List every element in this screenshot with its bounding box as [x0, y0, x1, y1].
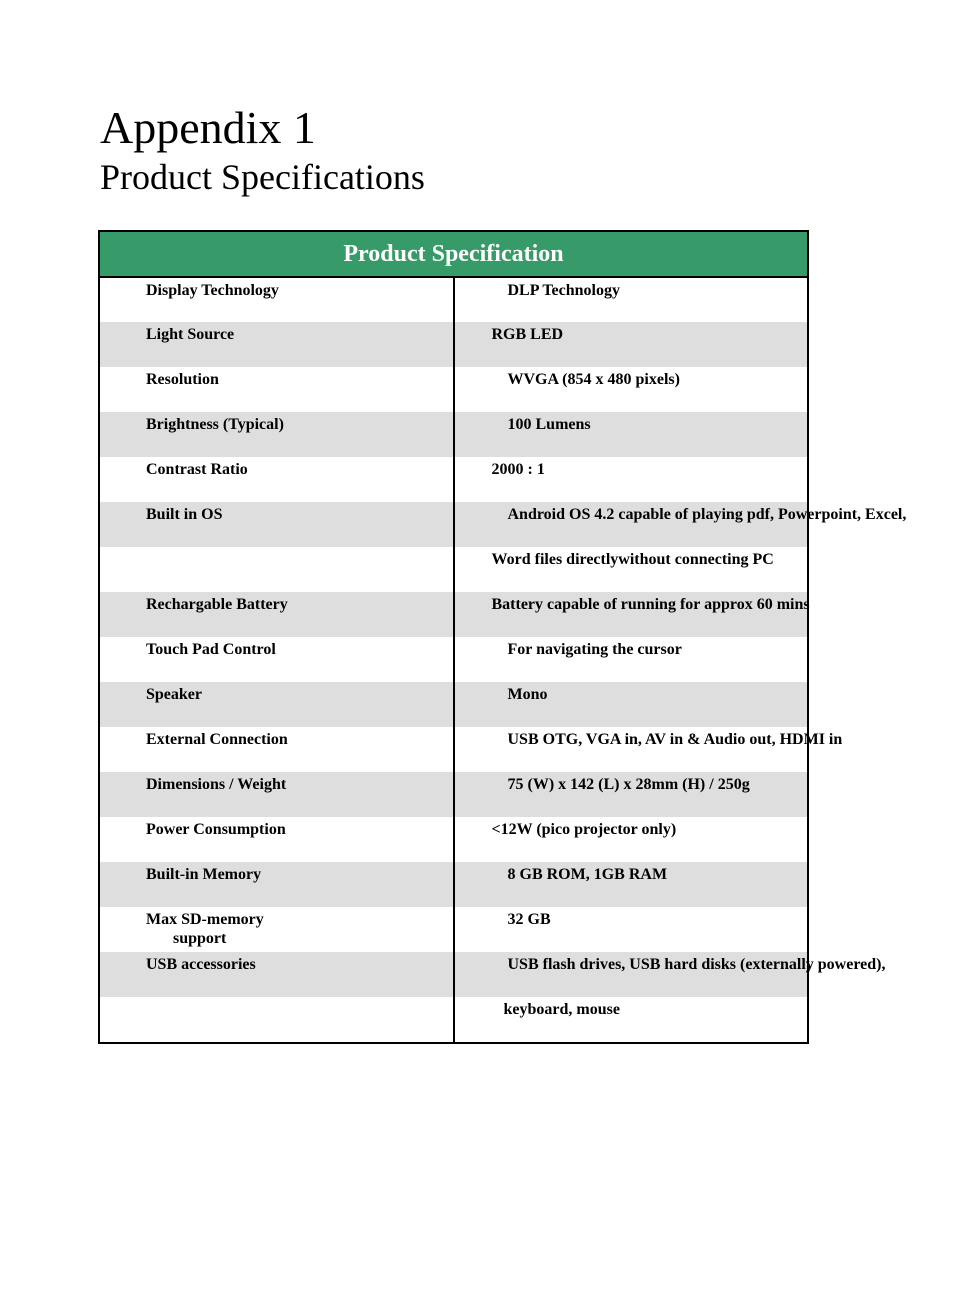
- spec-value: Android OS 4.2 capable of playing pdf, Powerpoint, Excel,: [454, 502, 809, 547]
- spec-label: Brightness (Typical): [99, 412, 454, 457]
- spec-label: Touch Pad Control: [99, 637, 454, 682]
- table-row: [99, 367, 808, 412]
- spec-label: Built-in Memory: [99, 862, 454, 907]
- spec-value: 2000 : 1: [491, 461, 545, 478]
- spec-label: Display Technology: [99, 277, 454, 322]
- table-row: [99, 907, 808, 952]
- spec-value: WVGA (854 x 480 pixels): [507, 371, 680, 388]
- table-row: [99, 727, 808, 772]
- spec-label: External Connection: [99, 727, 454, 772]
- table-row: [99, 817, 808, 862]
- spec-value: RGB LED: [454, 322, 809, 367]
- spec-label: Power Consumption: [99, 817, 454, 862]
- spec-label: Rechargable Battery: [99, 592, 454, 637]
- spec-label: Light Source: [99, 322, 454, 367]
- spec-value: Word files directlywithout connecting PC: [491, 551, 774, 568]
- table-row: [99, 547, 808, 592]
- table-row: [99, 457, 808, 502]
- page-title: Appendix 1: [100, 102, 316, 153]
- table-row: [99, 592, 808, 637]
- table-row: [99, 952, 808, 997]
- table-row: [99, 682, 808, 727]
- spec-value: keyboard, mouse: [503, 1001, 620, 1018]
- spec-label: Resolution: [99, 367, 454, 412]
- spec-value: <12W (pico projector only): [491, 821, 677, 838]
- spec-value: 100 Lumens: [454, 412, 809, 457]
- spec-value: For navigating the cursor: [507, 641, 682, 658]
- spec-label: [99, 547, 454, 592]
- spec-label-line: Max SD-memory: [146, 911, 264, 928]
- spec-label: Contrast Ratio: [99, 457, 454, 502]
- table-row: [99, 772, 808, 817]
- spec-value: Battery capable of running for approx 60 mins: [454, 592, 809, 637]
- spec-table-header: Product Specification: [99, 231, 808, 277]
- spec-label: USB accessories: [99, 952, 454, 997]
- spec-table-header-row: [99, 231, 808, 277]
- table-row: [99, 637, 808, 682]
- spec-value: DLP Technology: [507, 282, 620, 299]
- spec-label: [99, 997, 454, 1043]
- table-row: [99, 862, 808, 907]
- table-row: [99, 502, 808, 547]
- table-row: [99, 277, 808, 322]
- spec-value: 32 GB: [507, 911, 551, 928]
- table-row: [99, 322, 808, 367]
- spec-label: Built in OS: [99, 502, 454, 547]
- spec-value: 8 GB ROM, 1GB RAM: [454, 862, 809, 907]
- spec-table: [98, 230, 907, 1044]
- spec-value: Mono: [454, 682, 809, 727]
- table-row: [99, 412, 808, 457]
- spec-label: Dimensions / Weight: [99, 772, 454, 817]
- spec-value: USB OTG, VGA in, AV in & Audio out, HDMI in: [507, 731, 843, 748]
- page-subtitle: Product Specifications: [100, 157, 425, 197]
- spec-label: Speaker: [99, 682, 454, 727]
- spec-label: [99, 907, 454, 952]
- table-row: [99, 997, 808, 1043]
- spec-label-line: support: [173, 930, 227, 947]
- spec-value: USB flash drives, USB hard disks (externally powered),: [454, 952, 809, 997]
- spec-value: 75 (W) x 142 (L) x 28mm (H) / 250g: [454, 772, 809, 817]
